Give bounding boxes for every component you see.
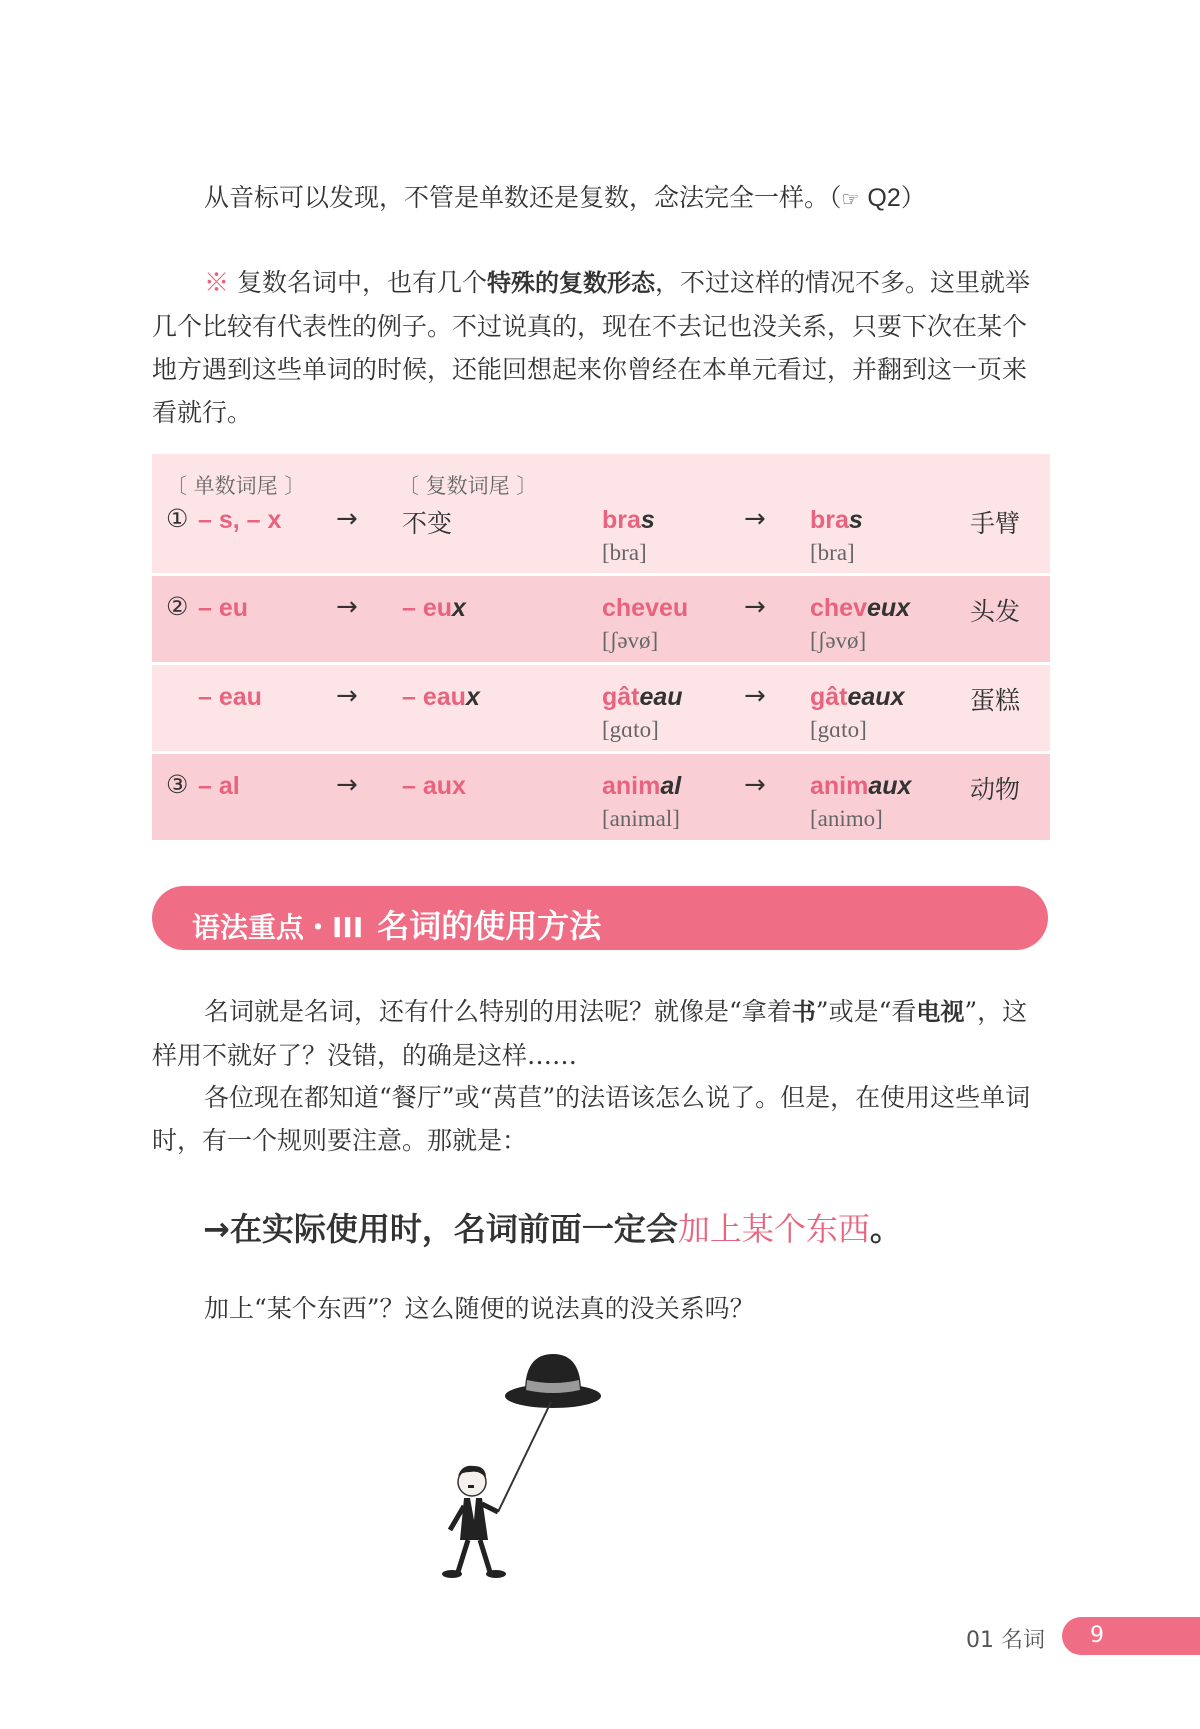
- table-row: [152, 754, 1050, 840]
- singular-ending: – eu: [198, 594, 249, 622]
- note-bold: 特殊的复数形态: [486, 269, 655, 297]
- word-singular: bras: [602, 506, 655, 534]
- meaning: 蛋糕: [970, 686, 1021, 715]
- row-number: ③: [166, 770, 189, 799]
- chapter-title: 01 名词: [966, 1628, 1045, 1653]
- singular-ending: – eau: [198, 683, 262, 711]
- man-with-hat-illustration: [430, 1340, 620, 1590]
- section-heading: [152, 886, 1048, 950]
- table-row: [152, 665, 1050, 751]
- rule-statement: →在实际使用时，名词前面一定会加上某个东西。: [203, 1210, 902, 1248]
- ipa-singular: [ʃəvø]: [602, 628, 659, 653]
- note-mark: ※: [204, 268, 230, 297]
- ipa-plural: [bra]: [810, 540, 855, 565]
- section-label: 语法重点・III: [192, 911, 364, 944]
- row-number: ①: [166, 504, 189, 533]
- arrow-icon: →: [336, 504, 358, 534]
- meaning: 动物: [970, 775, 1021, 804]
- hand-pointing-icon: ☞: [841, 189, 860, 211]
- word-singular: animal: [602, 772, 682, 800]
- ipa-singular: [animal]: [602, 806, 680, 831]
- body-paragraph-1: 名词就是名词，还有什么特别的用法呢？就像是“拿着书”或是“看电视”，这样用不就好了？没错，的确是这样……: [152, 997, 1028, 1070]
- note-paragraph: ※ 复数名词中，也有几个特殊的复数形态，不过这样的情况不多。这里就举几个比较有代表性的例子。不过说真的，现在不去记也没关系，只要下次在某个地方遇到这些单词的时候，还能回想起来你曾经在本单元看过，并翻到这一页来看就行。: [152, 268, 1030, 427]
- meaning: 头发: [970, 597, 1021, 626]
- ipa-plural: [gɑto]: [810, 717, 867, 742]
- page-number: 9: [1090, 1623, 1104, 1648]
- page-tab: [1062, 1617, 1200, 1655]
- plural-table: [152, 454, 1050, 843]
- ipa-plural: [ʃəvø]: [810, 628, 867, 653]
- arrow-icon: →: [336, 592, 358, 622]
- word-plural: bras: [810, 506, 863, 534]
- arrow-icon: →: [744, 592, 766, 622]
- arrow-icon: →: [744, 504, 766, 534]
- question-line: 加上“某个东西”？这么随便的说法真的没关系吗？: [204, 1294, 755, 1323]
- header-plural: 〔 复数词尾 〕: [398, 474, 538, 498]
- plural-ending: 不变: [402, 509, 453, 538]
- ipa-singular: [gɑto]: [602, 717, 659, 742]
- word-singular: gâteau: [602, 683, 683, 711]
- word-plural: cheveux: [810, 594, 911, 622]
- rule-highlight: 加上某个东西: [677, 1210, 870, 1248]
- header-singular: 〔 单数词尾 〕: [166, 474, 306, 498]
- word-plural: gâteaux: [810, 683, 905, 711]
- intro-line: 从音标可以发现，不管是单数还是复数，念法完全一样。（☞ Q2）: [204, 183, 926, 212]
- arrow-icon: →: [744, 681, 766, 711]
- plural-ending: – eux: [402, 594, 466, 622]
- word-singular: cheveu: [602, 594, 689, 622]
- table-row: [152, 576, 1050, 662]
- ipa-singular: [bra]: [602, 540, 647, 565]
- plural-ending: – eaux: [402, 683, 480, 711]
- arrow-icon: →: [336, 681, 358, 711]
- table-row: [152, 454, 1050, 573]
- ipa-plural: [animo]: [810, 806, 883, 831]
- arrow-icon: →: [336, 770, 358, 800]
- plural-ending: – aux: [402, 772, 466, 800]
- meaning: 手臂: [970, 509, 1021, 538]
- ref-q2: Q2: [867, 184, 901, 212]
- word-plural: animaux: [810, 772, 912, 800]
- singular-ending: – al: [198, 772, 240, 800]
- section-title: 名词的使用方法: [377, 907, 602, 945]
- arrow-icon: →: [744, 770, 766, 800]
- singular-ending: – s, – x: [198, 506, 282, 534]
- row-number: ②: [166, 592, 189, 621]
- body-paragraph-2: 各位现在都知道“餐厅”或“莴苣”的法语该怎么说了。但是，在使用这些单词时，有一个规则要注意。那就是：: [152, 1083, 1031, 1155]
